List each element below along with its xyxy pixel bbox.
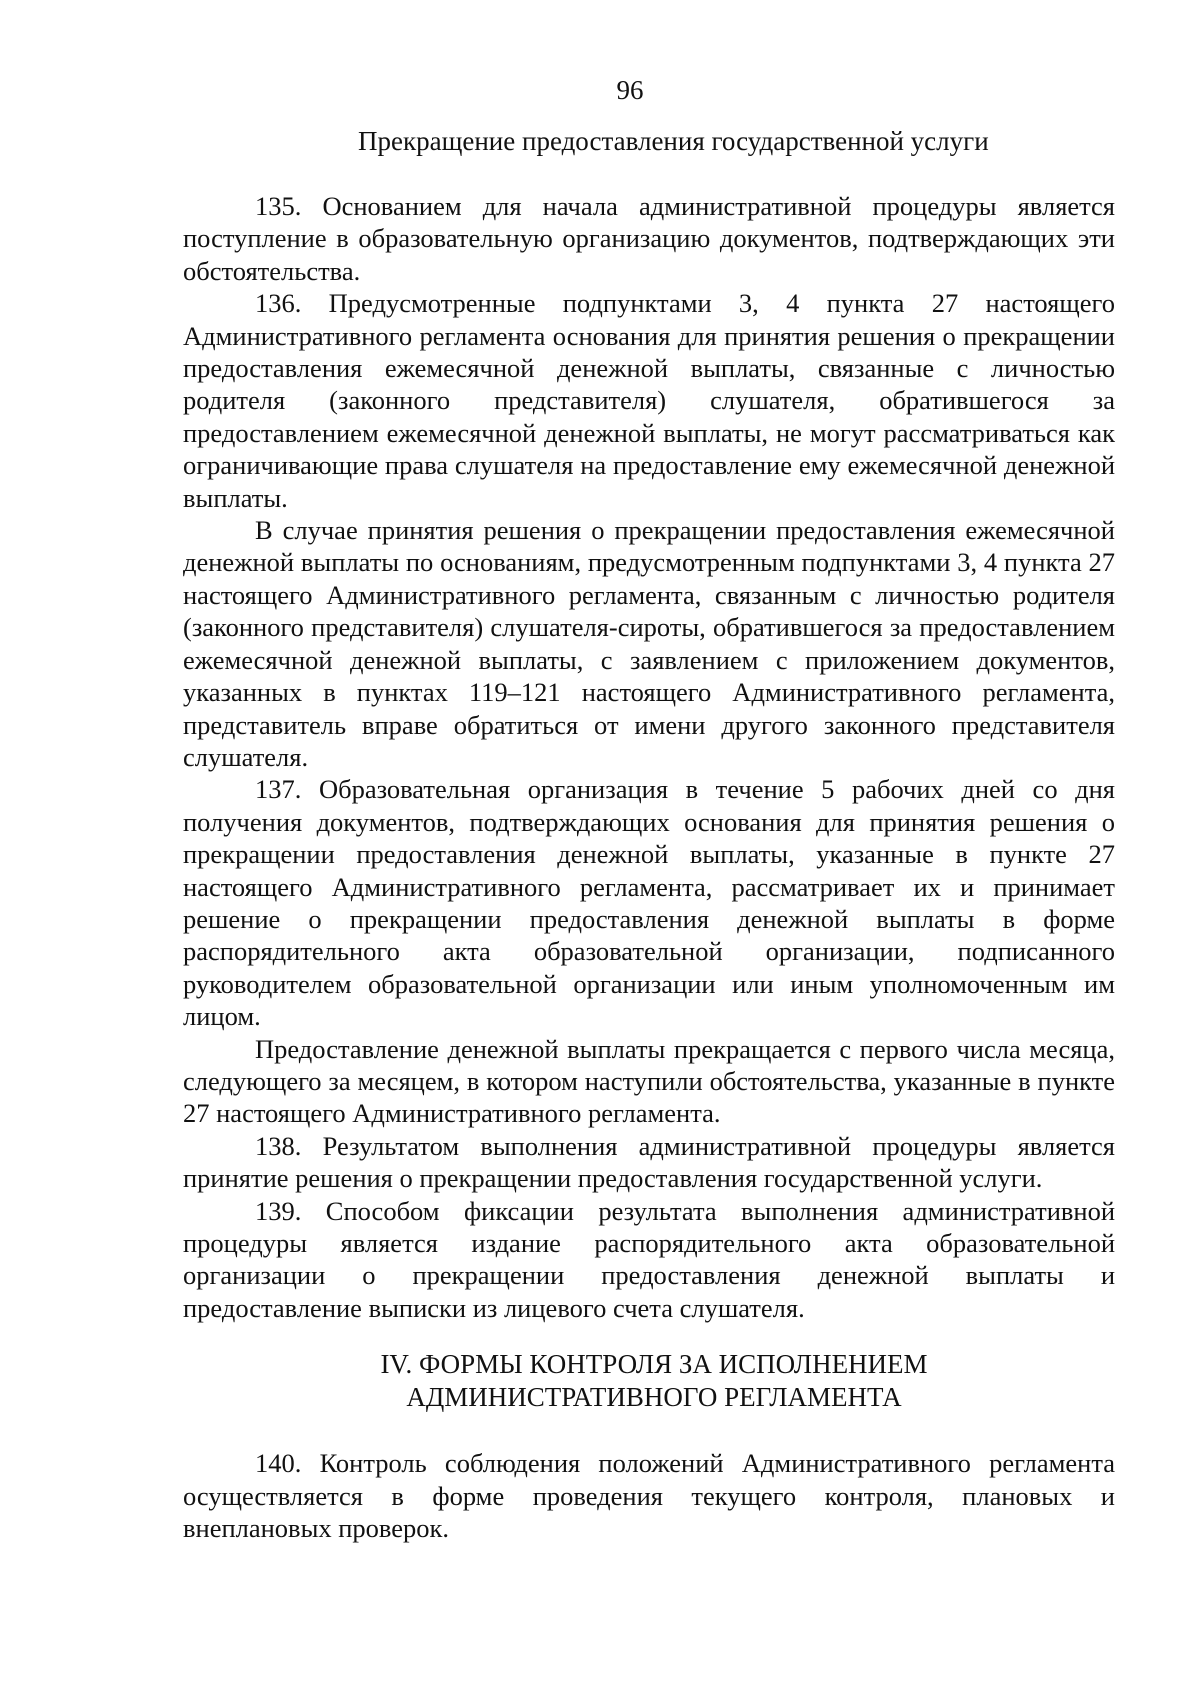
paragraph-136-continued: В случае принятия решения о прекращении предоставления ежемесячной денежной выплаты по основаниям, предусмотренным подпунктами 3, 4 пункта 27 настоящего Административного регламента, связанным с личностью родителя (законного представителя) слушателя-сироты, обратившегося за предоставлением ежемесячной денежной выплаты, с заявлением с приложением документов, указанных в пунктах 119–121 настоящего Административного регламента, представитель вправе обратиться от имени другого законного представителя слушателя. [183,515,1115,772]
document-body [183,190,1115,1544]
section-heading: Прекращение предоставления государственной услуги [358,126,989,156]
paragraph-137: 137. Образовательная организация в течение 5 рабочих дней со дня получения документов, подтверждающих основания для принятия решения о прекращении предоставления денежной выплаты, указанные в пункте 27 настоящего Административного регламента, рассматривает их и принимает решение о прекращении предоставления денежной выплаты в форме распорядительного акта образовательной организации, подписанного руководителем образовательной организации или иным уполномоченным им лицом. [183,774,1115,1032]
paragraph-138: 138. Результатом выполнения административной процедуры является принятие решения о прекращении предоставления государственной услуги. [183,1130,1115,1194]
paragraph-136: 136. Предусмотренные подпунктами 3, 4 пункта 27 настоящего Административного регламента основания для принятия решения о прекращении предоставления ежемесячной денежной выплаты, связанные с личностью родителя (законного представителя) слушателя, обратившегося за предоставлением ежемесячной денежной выплаты, не могут рассматриваться как ограничивающие права слушателя на предоставление ему ежемесячной денежной выплаты. [183,288,1115,513]
chapter-heading-line-1: IV. ФОРМЫ КОНТРОЛЯ ЗА ИСПОЛНЕНИЕМ [380,1349,928,1380]
page-number: 96 [616,75,644,105]
paragraph-135: 135. Основанием для начала административной процедуры является поступление в образовательную организацию документов, подтверждающих эти обстоятельства. [183,191,1115,286]
paragraph-140: 140. Контроль соблюдения положений Административного регламента осуществляется в форме проведения текущего контроля, плановых и внеплановых проверок. [183,1448,1115,1544]
paragraph-137-continued: Предоставление денежной выплаты прекращается с первого числа месяца, следующего за месяцем, в котором наступили обстоятельства, указанные в пункте 27 настоящего Административного регламента. [183,1033,1115,1129]
chapter-heading [183,1348,1115,1414]
chapter-heading-line-2: АДМИНИСТРАТИВНОГО РЕГЛАМЕНТА [406,1382,902,1413]
paragraph-139: 139. Способом фиксации результата выполнения административной процедуры является издание распорядительного акта образовательной организации о прекращении предоставления денежной выплаты и предоставление выписки из лицевого счета слушателя. [183,1195,1115,1323]
